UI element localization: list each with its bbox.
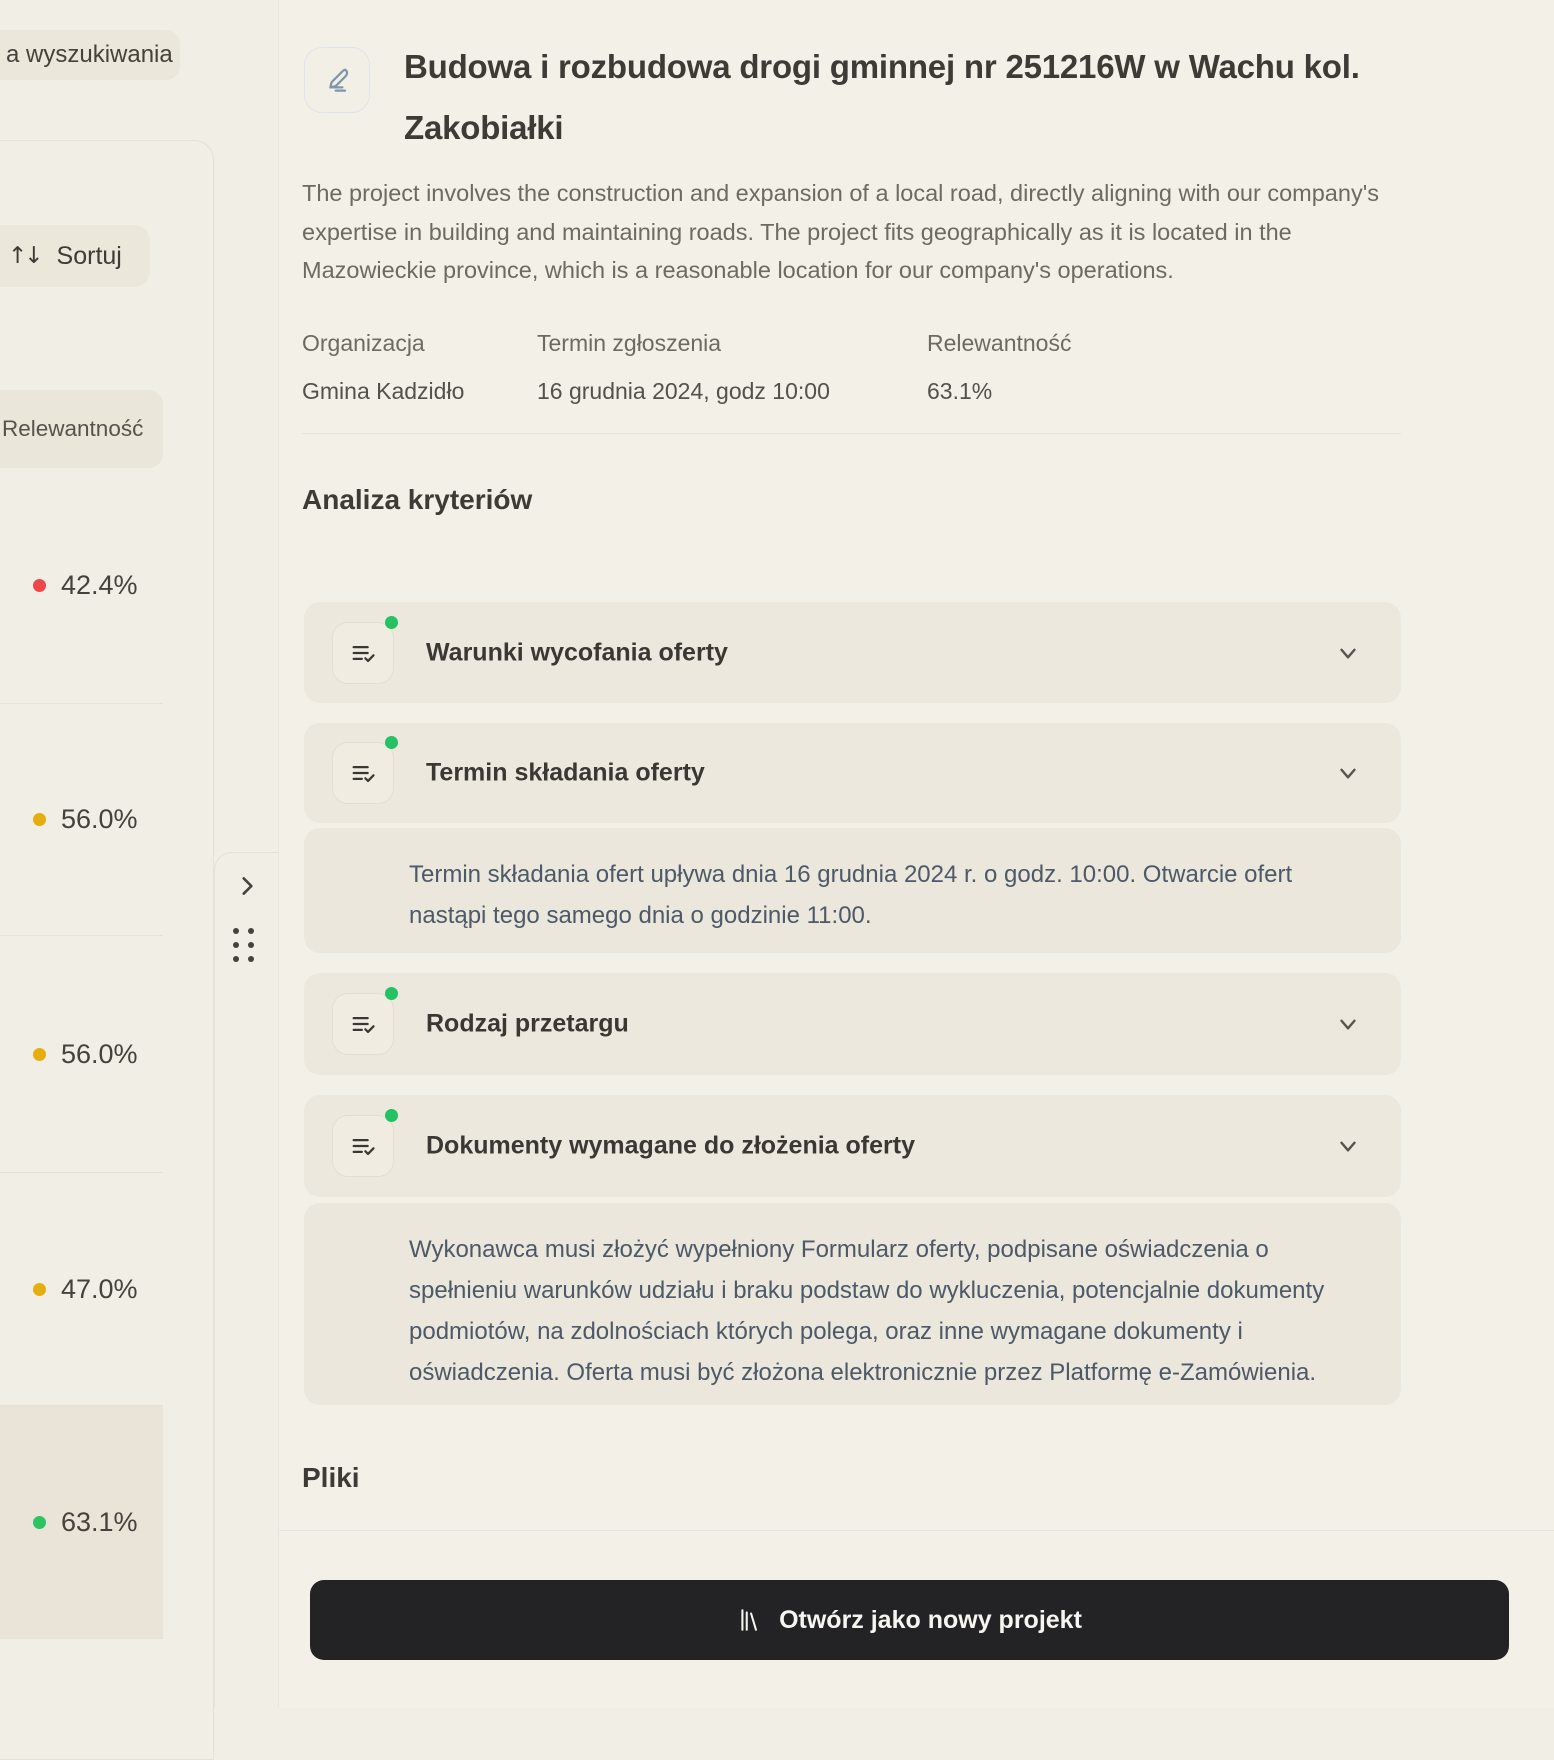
meta-organization [302, 330, 464, 405]
criterion-details-dokumenty: Wykonawca musi złożyć wypełniony Formularz oferty, podpisane oświadczenia o spełnieniu warunków udziału i braku podstaw do wykluczenia, potencjalnie dokumenty podmiotów, na zdolnościach których polega, oraz inne wymagane dokumenty i oświadczenia. Oferta musi być złożona elektronicznie przez Platformę e-Zamówienia. [304, 1203, 1401, 1405]
status-dot [33, 813, 46, 826]
relevance-label: Relewantność [927, 330, 1072, 356]
header-divider [302, 433, 1401, 434]
list-check-icon [349, 1132, 377, 1160]
chevron-down-icon[interactable] [1335, 640, 1361, 666]
quill-pen-icon [321, 64, 353, 96]
criterion-icon-box [332, 742, 394, 804]
status-dot [33, 579, 46, 592]
chevron-right-icon [234, 873, 260, 899]
list-check-icon [349, 1010, 377, 1038]
relevance-value: 63.1% [927, 378, 993, 404]
sort-arrows-icon: ↑↓ [8, 243, 41, 269]
criterion-status-dot [385, 1109, 398, 1122]
criterion-label: Dokumenty wymagane do złożenia oferty [426, 1131, 915, 1160]
open-as-new-project-label: Otwórz jako nowy projekt [779, 1605, 1082, 1634]
relevance-value: 56.0% [61, 804, 138, 834]
open-as-new-project-button[interactable] [310, 1580, 1509, 1660]
organization-label: Organizacja [302, 330, 425, 356]
result-row[interactable] [0, 468, 163, 703]
relevance-value: 47.0% [61, 1273, 138, 1304]
relevance-value: 63.1% [61, 1506, 138, 1537]
list-check-icon [349, 639, 377, 667]
result-row[interactable] [0, 703, 163, 935]
result-row-selected[interactable] [0, 1405, 163, 1638]
sort-button-label: Sortuj [56, 241, 122, 270]
library-icon [737, 1607, 763, 1633]
criterion-details-termin-skladania: Termin składania ofert upływa dnia 16 grudnia 2024 r. o godz. 10:00. Otwarcie ofert nastąpi tego samego dnia o godzinie 11:00. [304, 828, 1401, 953]
criterion-label: Rodzaj przetargu [426, 1009, 629, 1038]
footer-divider [279, 1530, 1554, 1531]
search-criteria-chip-label: a wyszukiwania [6, 41, 173, 68]
collapse-sidebar-button[interactable] [225, 864, 269, 908]
criterion-status-dot [385, 616, 398, 629]
panel-splitter [214, 852, 279, 1708]
criterion-status-dot [385, 987, 398, 1000]
tender-description: The project involves the construction and expansion of a local road, directly aligning with our company's expertise in building and maintaining roads. The project fits geographically as it is located in the Mazowieckie province, which is a reasonable location for our company's operations. [302, 180, 1379, 283]
tender-icon-box [304, 47, 370, 113]
relevance-column-header-label: Relewantność [2, 416, 144, 441]
criterion-card-dokumenty[interactable] [304, 1095, 1401, 1197]
relevance-value: 56.0% [61, 1038, 138, 1069]
criterion-icon-box [332, 622, 394, 684]
result-row[interactable] [0, 1638, 163, 1708]
sort-button[interactable] [0, 225, 150, 287]
criteria-section-title: Analiza kryteriów [302, 484, 533, 515]
criterion-card-termin-skladania[interactable] [304, 723, 1401, 823]
status-dot [33, 1283, 46, 1296]
criterion-label: Termin składania oferty [426, 758, 705, 787]
result-row[interactable] [0, 1172, 163, 1405]
criterion-card-rodzaj-przetargu[interactable] [304, 973, 1401, 1075]
criterion-label: Warunki wycofania oferty [426, 638, 728, 666]
result-row[interactable] [0, 935, 163, 1172]
chevron-down-icon[interactable] [1335, 1133, 1361, 1159]
splitter-drag-handle-icon[interactable] [233, 928, 255, 962]
chevron-down-icon[interactable] [1335, 1011, 1361, 1037]
meta-relevance [927, 330, 1071, 405]
page-title: Budowa i rozbudowa drogi gminnej nr 251216W w Wachu kol. Zakobiałki [404, 48, 1360, 146]
criterion-icon-box [332, 993, 394, 1055]
status-dot [33, 1048, 46, 1061]
relevance-column-header[interactable] [0, 390, 163, 468]
criterion-status-dot [385, 736, 398, 749]
status-dot [33, 1516, 46, 1529]
deadline-value: 16 grudnia 2024, godz 10:00 [537, 378, 830, 404]
files-section-title: Pliki [302, 1462, 360, 1493]
deadline-label: Termin zgłoszenia [537, 330, 722, 356]
search-criteria-chip[interactable] [0, 30, 180, 80]
relevance-value: 42.4% [61, 570, 138, 600]
organization-value: Gmina Kadzidło [302, 378, 465, 404]
meta-deadline [537, 330, 830, 405]
list-check-icon [349, 759, 377, 787]
criterion-card-warunki-wycofania[interactable] [304, 602, 1401, 703]
chevron-down-icon[interactable] [1335, 760, 1361, 786]
tender-detail-panel [278, 0, 1554, 1708]
criterion-icon-box [332, 1115, 394, 1177]
